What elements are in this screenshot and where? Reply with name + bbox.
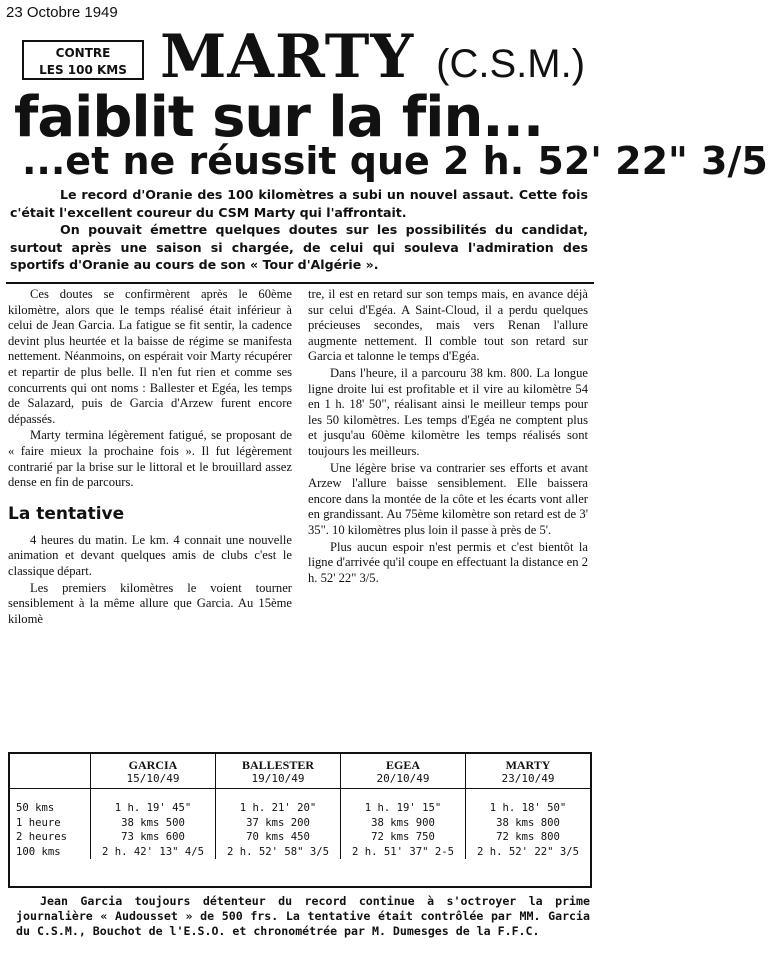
table-cell: 2 h. 52' 58" 3/5 bbox=[216, 845, 341, 860]
rider-date: 20/10/49 bbox=[376, 772, 430, 785]
table-cell: 1 h. 21' 20" bbox=[216, 801, 341, 816]
article-column-left bbox=[8, 287, 292, 628]
body-paragraph: Les premiers kilomètres le voient tourner sensiblement à la même allure que Garcia. Au 15ème kilomè bbox=[8, 580, 292, 626]
body-paragraph: tre, il est en retard sur son temps mais, en avance déjà sur celui d'Egéa. A Saint-Cloud, il a perdu quelques précieuses secondes, mais vers Renan l'allure augmente nettement. Il comble tout son retard sur Garcia et talonne le temps d'Egéa. bbox=[308, 287, 588, 364]
table-spacer bbox=[10, 789, 590, 802]
rider-date: 23/10/49 bbox=[501, 772, 555, 785]
lead-paragraphs bbox=[10, 186, 588, 274]
date-line: 23 Octobre 1949 bbox=[6, 4, 118, 21]
rider-name: MARTY bbox=[505, 758, 551, 772]
rider-date: 19/10/49 bbox=[251, 772, 305, 785]
headline-line-2: faiblit sur la fin... bbox=[14, 85, 544, 150]
rider-name: EGEA bbox=[386, 758, 421, 772]
section-divider bbox=[6, 282, 594, 284]
table-cell: 38 kms 800 bbox=[466, 816, 590, 831]
row-label: 1 heure bbox=[16, 816, 61, 829]
body-paragraph: Plus aucun espoir n'est permis et c'est bientôt la ligne d'arrivée qu'il coupe en effectuant la distance en 2 h. 52' 22" 3/5. bbox=[308, 539, 588, 585]
lead-paragraph-1: Le record d'Oranie des 100 kilomètres a subi un nouvel assaut. Cette fois c'était l'excellent coureur du CSM Marty qui l'affrontait. bbox=[10, 187, 588, 220]
kicker-box bbox=[22, 40, 144, 80]
row-label: 50 kms bbox=[16, 802, 55, 814]
subhead-la-tentative: La tentative bbox=[8, 503, 125, 524]
row-label: 2 heures bbox=[16, 831, 68, 843]
headline-club: (C.S.M.) bbox=[436, 42, 586, 86]
table-cell: 1 h. 19' 45" bbox=[91, 801, 216, 816]
rider-date: 15/10/49 bbox=[126, 772, 180, 785]
footer-text: Jean Garcia toujours détenteur du record continue à s'octroyer la prime journalière « Audousset » de 500 frs. La tentative était contrôlée par MM. Garcia du C.S.M., Bouchot de l'E.S.O. et chronométrée par M. Dumesges de la F.F.C. bbox=[16, 894, 590, 938]
body-paragraph: Ces doutes se confirmèrent après le 60ème kilomètre, alors que le temps réalisé était inférieur à celui de Jean Garcia. La fatigue se fit sentir, la cadence devint plus heurtée et la baisse de régime se manifesta nettement. Néanmoins, on espérait voir Marty récupérer et repartir de plus belle. Il n'en fut rien et comme ses concurrents qui ont noms : Ballester et Egéa, les temps de Salazard, puis de Garcia d'Arzew furent encore dépassés. bbox=[8, 287, 292, 426]
body-paragraph: Une légère brise va contrarier ses efforts et avant Arzew l'allure baisse sensiblement. Elle baissera encore dans la montée de la côte et les écarts vont aller en grandissant. Au 75ème kilomètre son retard est de 3' 35". 10 kilomètres plus loin il passe à près de 5'. bbox=[308, 460, 588, 537]
body-paragraph: Marty termina légèrement fatigué, se proposant de « faire mieux la prochaine fois ». Il fut légèrement contrarié par la brise sur le littoral et le brouillard assez dense en fin de parcours. bbox=[8, 428, 292, 490]
results-table bbox=[8, 752, 592, 888]
table-cell: 1 h. 19' 15" bbox=[341, 801, 466, 816]
table-cell: 2 h. 42' 13" 4/5 bbox=[91, 845, 216, 860]
rider-header bbox=[341, 754, 466, 789]
table-cell: 72 kms 800 bbox=[466, 830, 590, 845]
table-cell: 2 h. 52' 22" 3/5 bbox=[466, 845, 590, 860]
lead-paragraph-2: On pouvait émettre quelques doutes sur les possibilités du candidat, surtout après une saison si chargée, de celui qui souleva l'admiration des sportifs d'Oranie au cours de son « Tour d'Algérie ». bbox=[10, 222, 588, 272]
table-cell: 72 kms 750 bbox=[341, 830, 466, 845]
rider-name: GARCIA bbox=[128, 758, 178, 772]
table-row bbox=[10, 801, 590, 816]
rider-header bbox=[216, 754, 341, 789]
kicker-line-2: LES 100 KMS bbox=[39, 63, 127, 77]
table-row bbox=[10, 845, 590, 860]
headline-line-3: ...et ne réussit que 2 h. 52' 22" 3/5 bbox=[22, 139, 768, 183]
table-corner bbox=[10, 754, 91, 789]
rider-header bbox=[91, 754, 216, 789]
row-label: 100 kms bbox=[16, 845, 61, 858]
table-row bbox=[10, 830, 590, 845]
body-paragraph: Dans l'heure, il a parcouru 38 km. 800. La longue ligne droite lui est profitable et il vire au kilomètre 54 en 1 h. 18' 50", réalisant ainsi le meilleur temps pour les 50 kilomètres. Les temps d'Egéa ne comptent plus et jusqu'au 60ème kilomètre les temps réalisés sont toujours les meilleurs. bbox=[308, 365, 588, 458]
rider-header bbox=[466, 754, 590, 789]
headline-marty: MARTY bbox=[160, 22, 415, 92]
table-cell: 70 kms 450 bbox=[216, 830, 341, 845]
table-cell: 38 kms 500 bbox=[91, 816, 216, 831]
body-paragraph: 4 heures du matin. Le km. 4 connait une nouvelle animation et devant quelques amis de clubs c'est le classique départ. bbox=[8, 532, 292, 578]
table-row bbox=[10, 816, 590, 831]
article-column-right bbox=[308, 287, 588, 587]
table-cell: 37 kms 200 bbox=[216, 816, 341, 831]
table-cell: 1 h. 18' 50" bbox=[466, 801, 590, 816]
kicker-line-1: CONTRE bbox=[55, 46, 111, 60]
table-cell: 2 h. 51' 37" 2-5 bbox=[341, 845, 466, 860]
rider-name: BALLESTER bbox=[242, 758, 315, 772]
table-cell: 73 kms 600 bbox=[91, 830, 216, 845]
table-cell: 38 kms 900 bbox=[341, 816, 466, 831]
footer-note bbox=[16, 894, 590, 939]
